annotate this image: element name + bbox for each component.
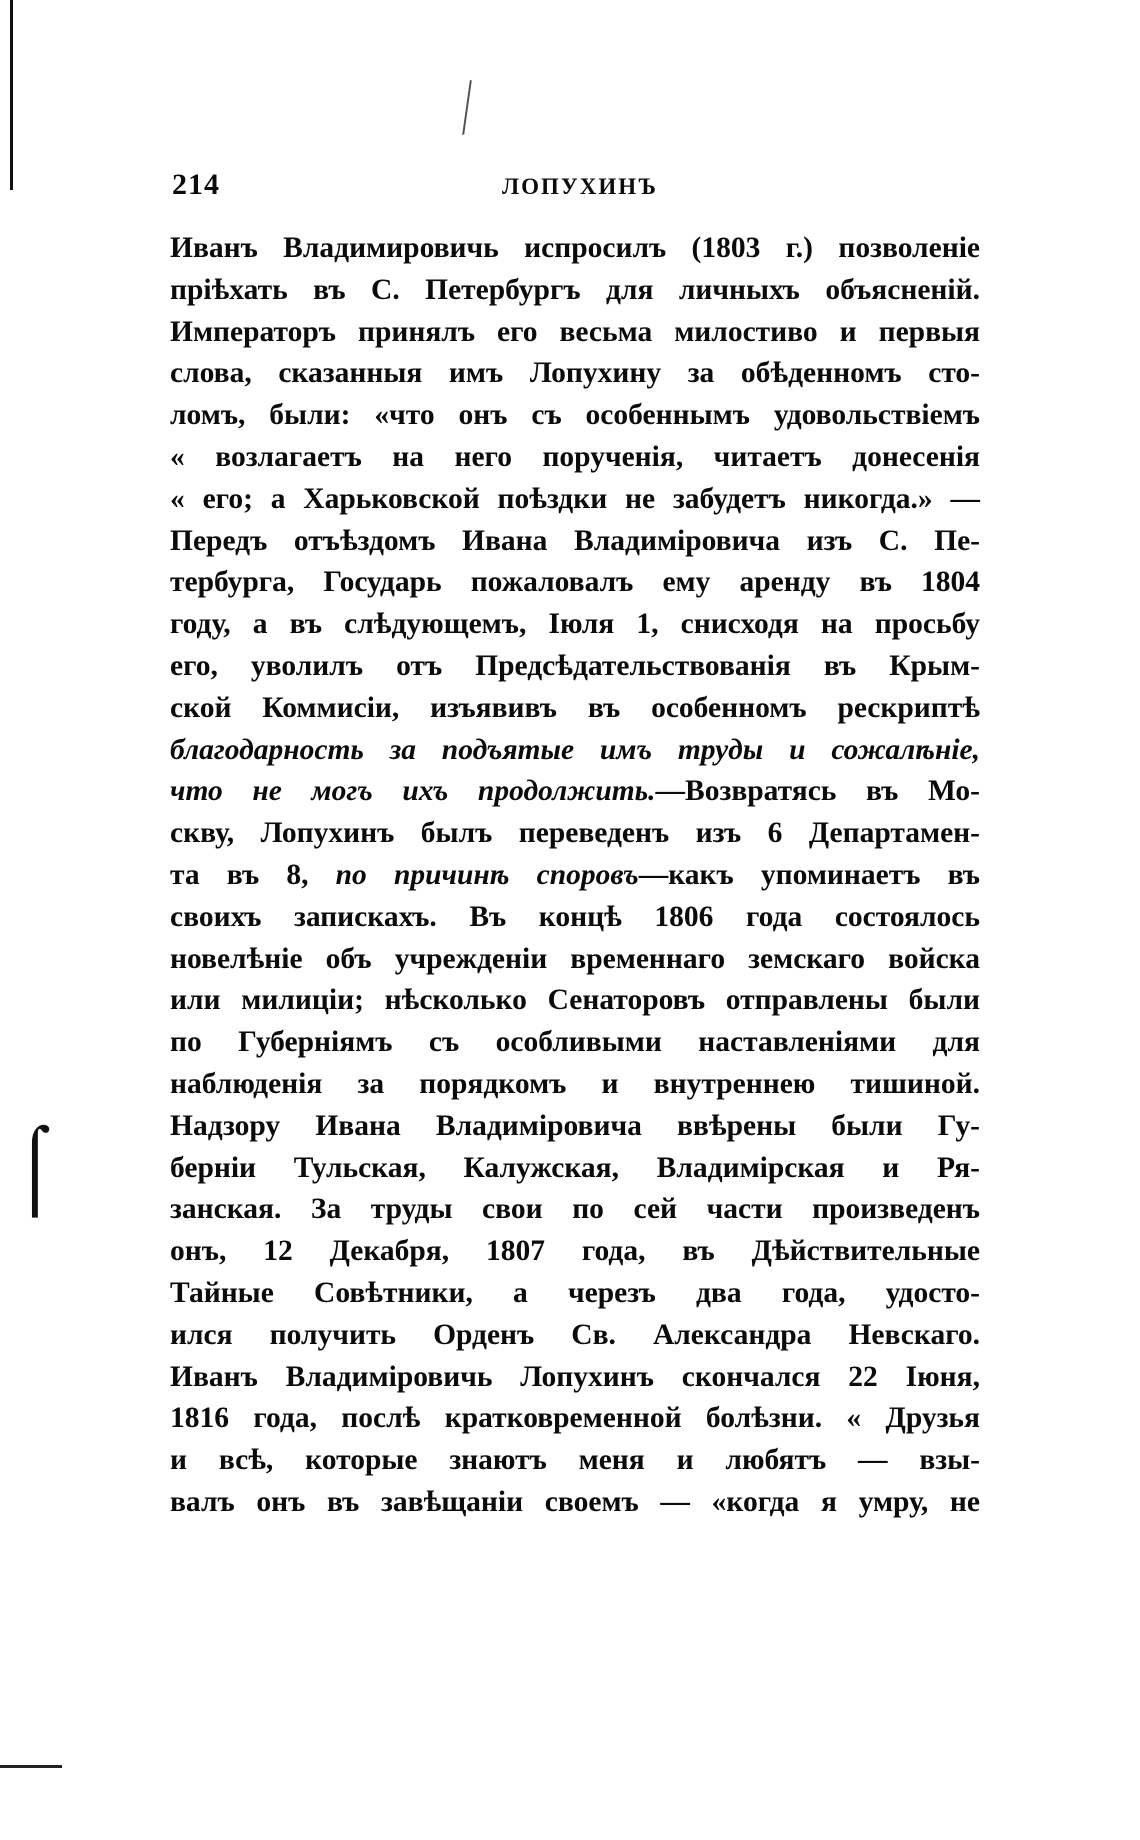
text-segment: пріѣхать въ С. Петербургъ для личныхъ объясненій. [170,273,980,306]
text-segment: новелѣніе объ учрежденіи временнаго земскаго войска [170,942,980,975]
text-segment: онъ, 12 Декабря, 1807 года, въ Дѣйствительные [170,1235,980,1268]
text-line [170,730,980,772]
text-segment: та въ 8, [170,858,336,891]
italic-text-segment: по причинѣ споровъ [335,858,639,891]
text-line [170,228,980,270]
margin-mark [462,80,472,135]
text-line [170,688,980,730]
page-header [170,168,980,208]
text-segment: —какъ упоминаетъ въ [638,858,981,891]
text-segment: валъ онъ въ завѣщаніи своемъ — «когда я умру, не [170,1485,980,1518]
text-line [170,646,980,688]
text-line [170,1106,980,1148]
text-segment: Императоръ принялъ его весьма милостиво и первыя [170,315,980,348]
text-segment: занская. За труды свои по сей части произведенъ [170,1193,980,1226]
text-segment: « его; а Харьковской поѣздки не забудетъ никогда.» — [170,482,980,515]
text-segment: и всѣ, которые знаютъ меня и любятъ — взы- [170,1444,980,1477]
text-segment: тербурга, Государь пожаловалъ ему аренду въ 1804 [170,566,980,599]
text-segment: ился получить Орденъ Св. Александра Невскаго. [170,1318,980,1351]
body-text [170,228,980,1524]
text-segment: наблюденія за порядкомъ и внутреннею тишиной. [170,1067,980,1100]
text-line [170,1398,980,1440]
text-line [170,479,980,521]
running-title: ЛОПУХИНЪ [502,174,658,199]
text-line [170,1315,980,1357]
text-segment: году, а въ слѣдующемъ, Іюля 1, снисходя на просьбу [170,608,980,641]
text-line [170,270,980,312]
margin-dash-mark [0,1765,62,1768]
text-line [170,353,980,395]
text-segment: его, уволилъ отъ Предсѣдательствованія въ Крым- [170,649,980,682]
text-line [170,1440,980,1482]
text-segment: своихъ запискахъ. Въ концѣ 1806 года состоялось [170,900,980,933]
text-segment: 1816 года, послѣ кратковременной болѣзни. « Друзья [170,1402,980,1435]
margin-bracket-mark: ⌠ [10,1120,60,1211]
text-segment: по Губерніямъ съ особливыми наставленіями для [170,1026,980,1059]
text-segment: или милиціи; нѣсколько Сенаторовъ отправлены были [170,984,980,1017]
text-line [170,939,980,981]
text-segment: Иванъ Владимировичь испросилъ (1803 г.) позволеніе [170,232,980,264]
text-line [170,813,980,855]
text-line [170,562,980,604]
text-line [170,312,980,354]
text-segment: слова, сказанныя имъ Лопухину за обѣденномъ сто- [170,357,980,390]
text-segment: ской Коммисіи, изъявивъ въ особенномъ рескриптѣ [170,691,980,724]
text-segment: —Возвратясь въ Мо- [655,775,980,808]
text-line [170,855,980,897]
text-line [170,437,980,479]
text-segment: скву, Лопухинъ былъ переведенъ изъ 6 Департамен- [170,817,980,850]
text-line [170,1189,980,1231]
text-line [170,1022,980,1064]
text-line [170,1357,980,1399]
text-line [170,604,980,646]
page-edge-line [10,0,13,190]
text-line [170,897,980,939]
text-segment: Надзору Ивана Владиміровича ввѣрены были Гу- [170,1109,980,1142]
text-segment: Тайные Совѣтники, а черезъ два года, удосто- [170,1276,980,1309]
text-segment: Передъ отъѣздомъ Ивана Владиміровича изъ С. Пе- [170,524,980,557]
page-number: 214 [172,168,220,201]
text-segment: Иванъ Владиміровичь Лопухинъ скончался 22 Іюня, [170,1360,980,1393]
text-line [170,1064,980,1106]
italic-text-segment: что не могъ ихъ продолжить. [170,775,656,808]
text-line [170,771,980,813]
text-line [170,1231,980,1273]
text-line [170,395,980,437]
text-line [170,1273,980,1315]
text-segment: « возлагаетъ на него порученія, читаетъ донесенія [170,440,980,473]
text-line [170,1482,980,1524]
text-line [170,1148,980,1190]
text-segment: берніи Тульская, Калужская, Владимірская и Ря- [170,1151,980,1184]
text-line [170,521,980,563]
text-segment: ломъ, были: «что онъ съ особеннымъ удовольствіемъ [170,399,980,432]
italic-text-segment: благодарность за подъятые имъ труды и сожалѣніе, [170,733,980,766]
text-line [170,980,980,1022]
